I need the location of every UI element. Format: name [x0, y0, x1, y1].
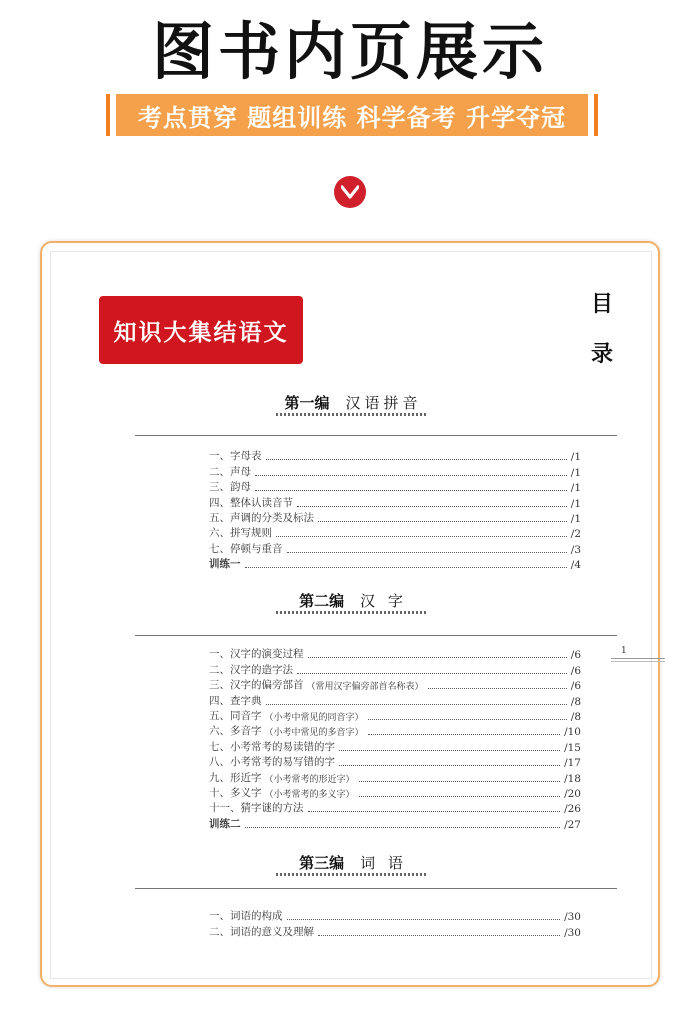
toc-entry-leader [359, 780, 561, 782]
toc-entry-page: /15 [564, 741, 581, 754]
section-name: 汉语拼音 [345, 394, 422, 412]
toc-entry-label: 三、韵母 [209, 481, 251, 494]
section-heading-2 [51, 590, 651, 611]
toc-entry-note: （小考中常见的同音字） [264, 712, 364, 723]
toc-entry [209, 556, 581, 571]
toc-entry-page: /6 [570, 680, 581, 693]
toc-entry-note: （小考常考的形近字） [264, 774, 355, 785]
toc-entry [209, 769, 581, 784]
toc-entry-leader [368, 718, 567, 720]
toc-entry-page: /8 [570, 695, 581, 708]
book-page-frame [40, 241, 660, 987]
toc-entry-leader [276, 535, 567, 537]
toc-entry [209, 448, 581, 463]
toc-entry [209, 800, 581, 815]
toc-entry-leader [308, 810, 561, 812]
section-rule-2 [135, 635, 617, 636]
tagline-text: 考点贯穿 题组训练 科学备考 升学夺冠 [137, 103, 567, 132]
toc-entry-note: （小考常考的多义字） [264, 789, 355, 800]
section-underline [276, 413, 426, 416]
toc-entry [209, 525, 581, 540]
toc-entry-label: 二、声母 [209, 465, 251, 478]
toc-entry [209, 540, 581, 555]
tagline-banner [116, 94, 588, 136]
toc-entry-label: 训练二 [209, 817, 241, 830]
toc-entry [209, 510, 581, 525]
toc-entry [209, 494, 581, 509]
toc-entry [209, 677, 581, 692]
section-rule-3 [135, 888, 617, 889]
toc-entry [209, 646, 581, 661]
section-name: 词 语 [360, 854, 407, 872]
page-number-marker [611, 648, 665, 660]
toc-entry-page: /26 [564, 803, 581, 816]
toc-entry-leader [318, 520, 567, 522]
toc-entry-label: 八、小考常考的易写错的字 [209, 756, 335, 769]
toc-entry-page: /4 [570, 559, 581, 572]
toc-entry-label: 十、多义字 [209, 786, 262, 799]
section-name: 汉 字 [360, 592, 407, 610]
toc-entry-leader [359, 795, 561, 797]
toc-title [587, 286, 617, 372]
toc-entry-page: /10 [564, 726, 581, 739]
toc-entry-label: 七、小考常考的易读错的字 [209, 740, 335, 753]
toc-entry [209, 815, 581, 830]
toc-entry-label: 一、汉字的演变过程 [209, 648, 304, 661]
toc-entry [209, 754, 581, 769]
page-number: 1 [621, 646, 627, 656]
tagline-left-bar [106, 94, 110, 136]
page-title: 图书内页展示 [151, 15, 548, 88]
section-underline [276, 611, 426, 614]
section-number: 第二编 [295, 590, 348, 611]
toc-entry-page: /8 [570, 710, 581, 723]
toc-entry-label: 训练一 [209, 558, 241, 571]
toc-entry-page: /1 [570, 451, 581, 464]
chevron-down-icon [334, 176, 366, 208]
toc-entry-leader [245, 566, 567, 568]
toc-entry-note: （常用汉字偏旁部首名称表） [306, 682, 424, 693]
toc-entry [209, 785, 581, 800]
toc-entry [209, 692, 581, 707]
toc-entry-label: 六、拼写规则 [209, 527, 272, 540]
toc-entry-page: /30 [564, 926, 581, 939]
section-heading-3 [51, 852, 651, 873]
toc-entry-label: 九、形近字 [209, 771, 262, 784]
toc-entry [209, 479, 581, 494]
page-marker-line [611, 661, 665, 662]
toc-entry [209, 463, 581, 478]
toc-entry-page: /17 [564, 757, 581, 770]
toc-entry-page: /30 [564, 911, 581, 924]
toc-entry-leader [287, 918, 561, 920]
toc-entry [209, 661, 581, 676]
toc-entry [209, 708, 581, 723]
toc-entry-label: 一、词语的构成 [209, 910, 283, 923]
toc-entry-page: /1 [570, 466, 581, 479]
toc-entry-page: /1 [570, 497, 581, 510]
toc-entry-leader [339, 764, 560, 766]
toc-entry-leader [297, 505, 567, 507]
toc-entry-leader [266, 703, 567, 705]
toc-entry-label: 二、词语的意义及理解 [209, 925, 314, 938]
toc-entry-leader [318, 934, 560, 936]
page-marker-line [611, 658, 665, 659]
toc-entry-leader [308, 656, 567, 658]
section-number: 第三编 [295, 852, 348, 873]
toc-entry-page: /2 [570, 528, 581, 541]
section-number: 第一编 [280, 392, 333, 413]
toc-entries-1 [209, 448, 581, 571]
section-heading-1 [51, 392, 651, 413]
section-rule-1 [135, 435, 617, 436]
toc-entry-leader [266, 458, 567, 460]
toc-entry-note: （小考中常见的多音字） [264, 728, 364, 739]
toc-entry-label: 十一、猜字谜的方法 [209, 802, 304, 815]
toc-entry [209, 723, 581, 738]
toc-entry-page: /20 [564, 787, 581, 800]
toc-entry-label: 五、声调的分类及标法 [209, 511, 314, 524]
tagline-right-bar [594, 94, 598, 136]
toc-entry-leader [255, 474, 567, 476]
toc-entry-page: /6 [570, 664, 581, 677]
toc-entry-label: 三、汉字的偏旁部首 [209, 679, 304, 692]
toc-entry-page: /27 [564, 818, 581, 831]
brand-label: 知识大集结语文 [99, 296, 303, 364]
toc-entry-label: 七、停顿与重音 [209, 542, 283, 555]
toc-entry-label: 二、汉字的造字法 [209, 663, 293, 676]
toc-entry-label: 四、整体认读音节 [209, 496, 293, 509]
toc-entry-leader [255, 489, 567, 491]
toc-entries-3 [209, 908, 581, 939]
toc-entry-label: 五、同音字 [209, 709, 262, 722]
toc-entry-leader [339, 749, 560, 751]
toc-entry-leader [297, 672, 567, 674]
toc-entry-page: /1 [570, 512, 581, 525]
toc-entry-label: 一、字母表 [209, 450, 262, 463]
toc-entry-label: 六、多音字 [209, 725, 262, 738]
section-underline [276, 873, 426, 876]
toc-entry-leader [368, 733, 561, 735]
toc-entry-leader [245, 826, 561, 828]
toc-entry [209, 908, 581, 923]
toc-entry-page: /3 [570, 543, 581, 556]
toc-entry-leader [428, 687, 567, 689]
toc-entry-label: 四、查字典 [209, 694, 262, 707]
toc-entry-leader [287, 551, 567, 553]
toc-entry [209, 923, 581, 938]
toc-entry [209, 738, 581, 753]
toc-entries-2 [209, 646, 581, 831]
book-page [50, 251, 652, 979]
toc-entry-page: /18 [564, 772, 581, 785]
toc-entry-page: /1 [570, 482, 581, 495]
toc-title-char-2: 录 [590, 341, 613, 367]
toc-entry-page: /6 [570, 649, 581, 662]
toc-title-char-1: 目 [590, 291, 613, 317]
